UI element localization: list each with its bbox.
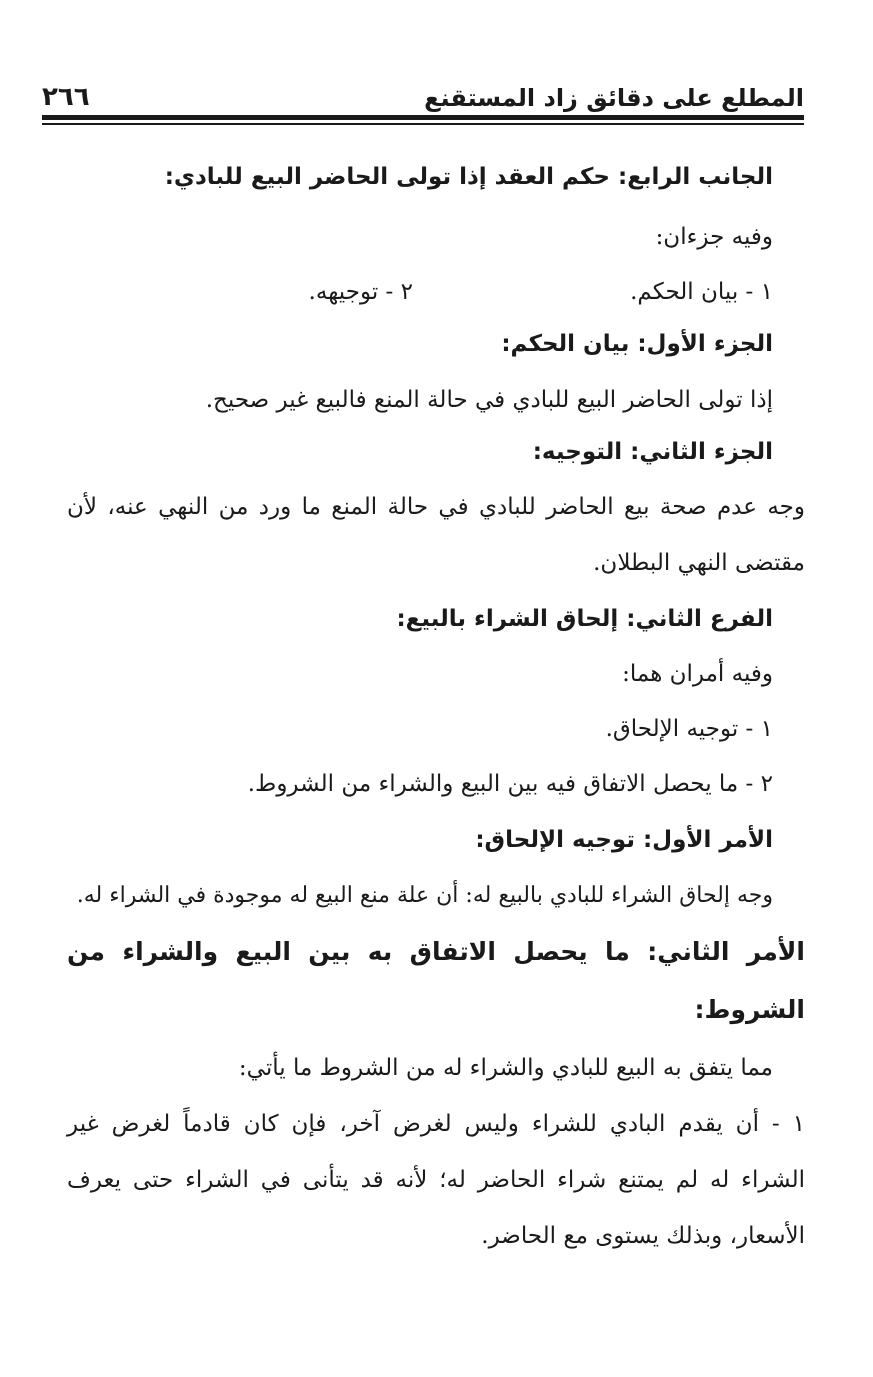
page-number: ٢٦٦ <box>42 82 90 112</box>
paragraph-line: وجه عدم صحة بيع الحاضر للبادي في حالة المنع ما ورد من النهي عنه، لأن <box>67 494 805 520</box>
running-header <box>42 72 804 112</box>
paragraph-line: وفيه أمران هما: <box>622 661 773 687</box>
paragraph-line: الشراء له لم يمتنع شراء الحاضر له؛ لأنه قد يتأنى في الشراء حتى يعرف <box>67 1167 805 1193</box>
section-heading: الفرع الثاني: إلحاق الشراء بالبيع: <box>396 606 773 632</box>
header-rule-thick <box>42 115 804 120</box>
list-item: ٢ - ما يحصل الاتفاق فيه بين البيع والشراء من الشروط. <box>247 771 773 797</box>
book-title: المطلع على دقائق زاد المستقنع <box>424 84 804 112</box>
section-heading: الجانب الرابع: حكم العقد إذا تولى الحاضر البيع للبادي: <box>164 164 773 190</box>
subheading: الشروط: <box>694 995 805 1024</box>
list-item: ١ - أن يقدم البادي للشراء وليس لغرض آخر، فإن كان قادماً لغرض غير <box>67 1111 805 1137</box>
list-item: ١ - بيان الحكم. <box>630 279 773 305</box>
subheading: الجزء الأول: بيان الحكم: <box>501 331 773 357</box>
paragraph-line: الأسعار، وبذلك يستوى مع الحاضر. <box>481 1223 805 1249</box>
list-item: ٢ - توجيهه. <box>308 279 413 305</box>
subheading: الأمر الثاني: ما يحصل الاتفاق به بين البيع والشراء من <box>67 937 805 966</box>
subheading: الأمر الأول: توجيه الإلحاق: <box>475 827 773 853</box>
paragraph-line: وفيه جزءان: <box>655 224 773 250</box>
header-rule-thin <box>42 123 804 125</box>
paragraph-line: وجه إلحاق الشراء للبادي بالبيع له: أن علة منع البيع له موجودة في الشراء له. <box>76 883 773 908</box>
subheading: الجزء الثاني: التوجيه: <box>532 439 773 465</box>
paragraph-line: مما يتفق به البيع للبادي والشراء له من الشروط ما يأتي: <box>238 1055 773 1081</box>
paragraph-line: مقتضى النهي البطلان. <box>593 550 805 576</box>
list-item: ١ - توجيه الإلحاق. <box>605 716 773 742</box>
paragraph-line: إذا تولى الحاضر البيع للبادي في حالة المنع فالبيع غير صحيح. <box>205 387 773 413</box>
